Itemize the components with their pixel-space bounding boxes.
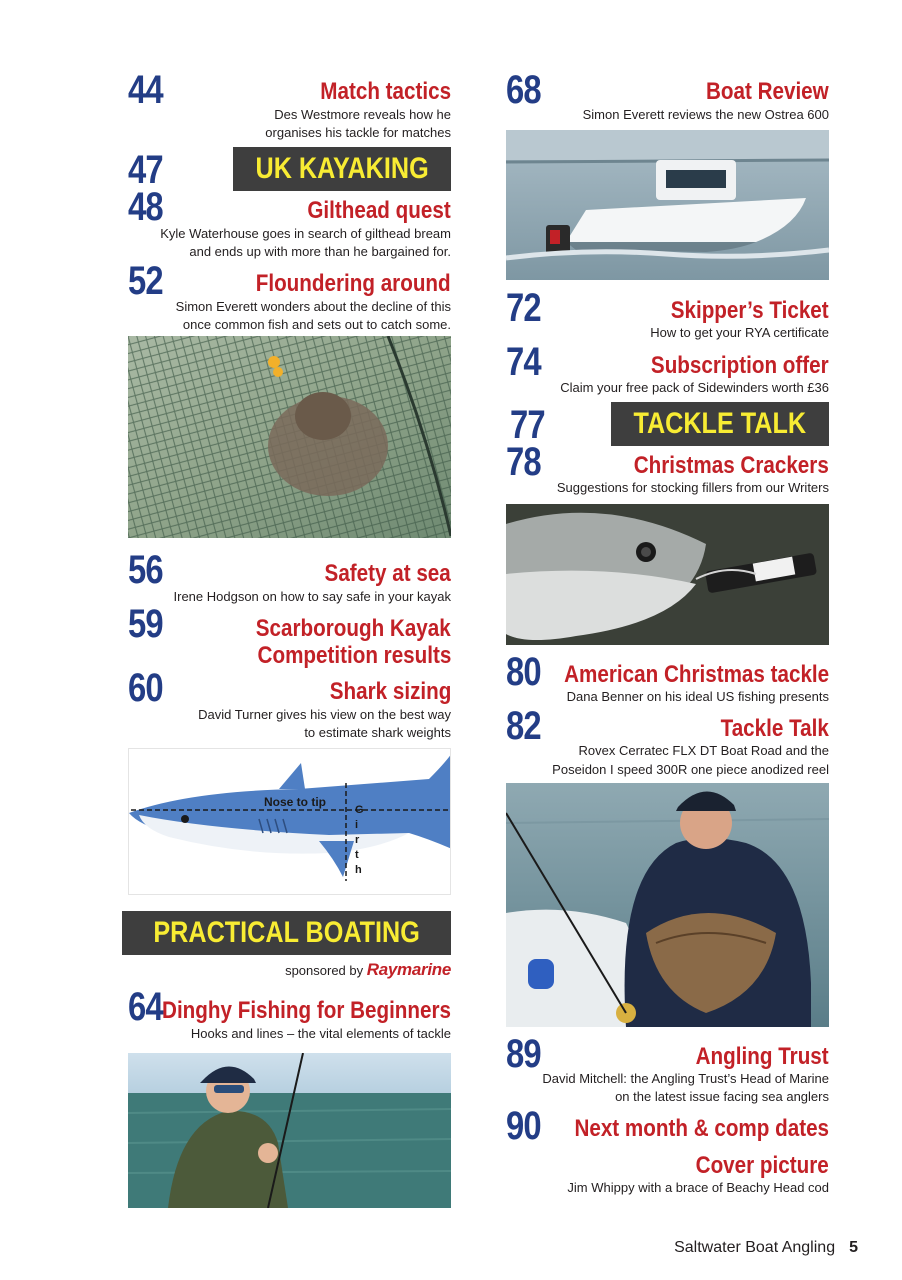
article-desc-line: and ends up with more than he bargained for. [189, 244, 451, 259]
article-desc-line: Suggestions for stocking fillers from our Writers [556, 480, 829, 495]
girth-letter: i [355, 819, 359, 831]
page-number-89: 89 [506, 1032, 541, 1076]
page-number-59: 59 [128, 602, 163, 646]
girth-letter: r [355, 834, 360, 846]
cover-picture-title[interactable]: Cover picture [695, 1152, 829, 1179]
article-desc-line: on the latest issue facing sea anglers [615, 1089, 829, 1104]
article-desc-line: Irene Hodgson on how to say safe in your kayak [173, 589, 451, 604]
page-number-72: 72 [506, 286, 541, 330]
article-desc-line: to estimate shark weights [304, 725, 451, 740]
page-number-48: 48 [128, 185, 163, 229]
article-title-match-tactics[interactable]: Match tactics [320, 78, 451, 105]
article-title-gilthead-quest[interactable]: Gilthead quest [307, 197, 451, 224]
photo-ostrea-boat [506, 130, 829, 280]
article-desc-line: Hooks and lines – the vital elements of tackle [190, 1026, 451, 1041]
article-desc-line: Rovex Cerratec FLX DT Boat Road and the [578, 743, 829, 758]
article-desc-line: organises his tackle for matches [265, 125, 451, 140]
article-title-scarborough-kayak[interactable]: Scarborough Kayak [256, 615, 451, 642]
photo-angler-with-ray [506, 783, 829, 1027]
article-desc-line: Dana Benner on his ideal US fishing presents [566, 689, 829, 704]
article-desc-line: Simon Everett reviews the new Ostrea 600 [582, 107, 829, 122]
section-banner-label: UK KAYAKING [255, 152, 429, 185]
page-number-64: 64 [128, 985, 163, 1029]
page-number-52: 52 [128, 259, 163, 303]
article-title-dinghy-fishing[interactable]: Dinghy Fishing for Beginners [162, 997, 451, 1024]
raymarine-logo[interactable]: Raymarine [366, 960, 451, 979]
article-title-floundering-around[interactable]: Floundering around [256, 270, 451, 297]
section-banner-uk-kayaking[interactable] [233, 147, 451, 191]
page-number-56: 56 [128, 548, 163, 592]
article-title-safety-at-sea[interactable]: Safety at sea [324, 560, 451, 587]
section-banner-practical-boating[interactable] [122, 911, 451, 955]
section-banner-tackle-talk[interactable] [611, 402, 829, 446]
girth-letter: t [355, 849, 359, 861]
sponsored-by-text: sponsored by [285, 963, 364, 978]
page-number-68: 68 [506, 68, 541, 112]
page-number-80: 80 [506, 650, 541, 694]
girth-letter: h [355, 864, 362, 876]
article-title-skippers-ticket[interactable]: Skipper’s Ticket [671, 297, 829, 324]
article-desc-line: Poseidon I speed 300R one piece anodized reel [552, 762, 829, 777]
page-number-47: 47 [128, 148, 163, 192]
article-desc-line: Claim your free pack of Sidewinders worth £36 [560, 380, 829, 395]
page-number-77: 77 [510, 403, 545, 447]
page-number-74: 74 [506, 340, 541, 384]
page-number-82: 82 [506, 704, 541, 748]
photo-bass-with-gadget [506, 504, 829, 645]
photo-angler-with-rod [128, 1053, 451, 1208]
cover-picture-desc: Jim Whippy with a brace of Beachy Head cod [567, 1180, 829, 1195]
page-number-78: 78 [506, 440, 541, 484]
article-title-angling-trust[interactable]: Angling Trust [695, 1043, 829, 1070]
article-title-shark-sizing[interactable]: Shark sizing [329, 678, 451, 705]
article-title-american-christmas-tackle[interactable]: American Christmas tackle [563, 661, 829, 688]
page-number-44: 44 [128, 68, 163, 112]
article-desc-line: David Mitchell: the Angling Trust’s Head of Marine [542, 1071, 829, 1086]
article-title-subscription-offer[interactable]: Subscription offer [651, 352, 829, 379]
sponsor-line [285, 960, 451, 980]
photo-flounder-in-net [128, 336, 451, 538]
section-banner-label: PRACTICAL BOATING [153, 916, 420, 949]
article-title-next-month[interactable]: Next month & comp dates [574, 1115, 829, 1142]
page-footer [674, 1239, 858, 1257]
article-title-competition-results[interactable]: Competition results [257, 642, 451, 669]
shark-measurement-diagram [128, 748, 451, 895]
girth-letter: G [355, 804, 364, 816]
article-title-boat-review[interactable]: Boat Review [706, 78, 829, 105]
page-number: 5 [849, 1239, 858, 1256]
article-desc-line: once common fish and sets out to catch some. [182, 317, 451, 332]
page-number-60: 60 [128, 666, 163, 710]
article-desc-line: Des Westmore reveals how he [274, 107, 451, 122]
page-number-90: 90 [506, 1104, 541, 1148]
article-title-tackle-talk[interactable]: Tackle Talk [720, 715, 829, 742]
magazine-name: Saltwater Boat Angling [674, 1239, 836, 1256]
article-desc-line: Kyle Waterhouse goes in search of gilthead bream [160, 226, 451, 241]
article-desc-line: Simon Everett wonders about the decline of this [175, 299, 451, 314]
article-title-christmas-crackers[interactable]: Christmas Crackers [633, 452, 829, 479]
section-banner-label: TACKLE TALK [633, 407, 807, 440]
article-desc-line: David Turner gives his view on the best way [198, 707, 451, 722]
shark-label-nose-to-tip: Nose to tip [264, 795, 326, 809]
article-desc-line: How to get your RYA certificate [650, 325, 829, 340]
